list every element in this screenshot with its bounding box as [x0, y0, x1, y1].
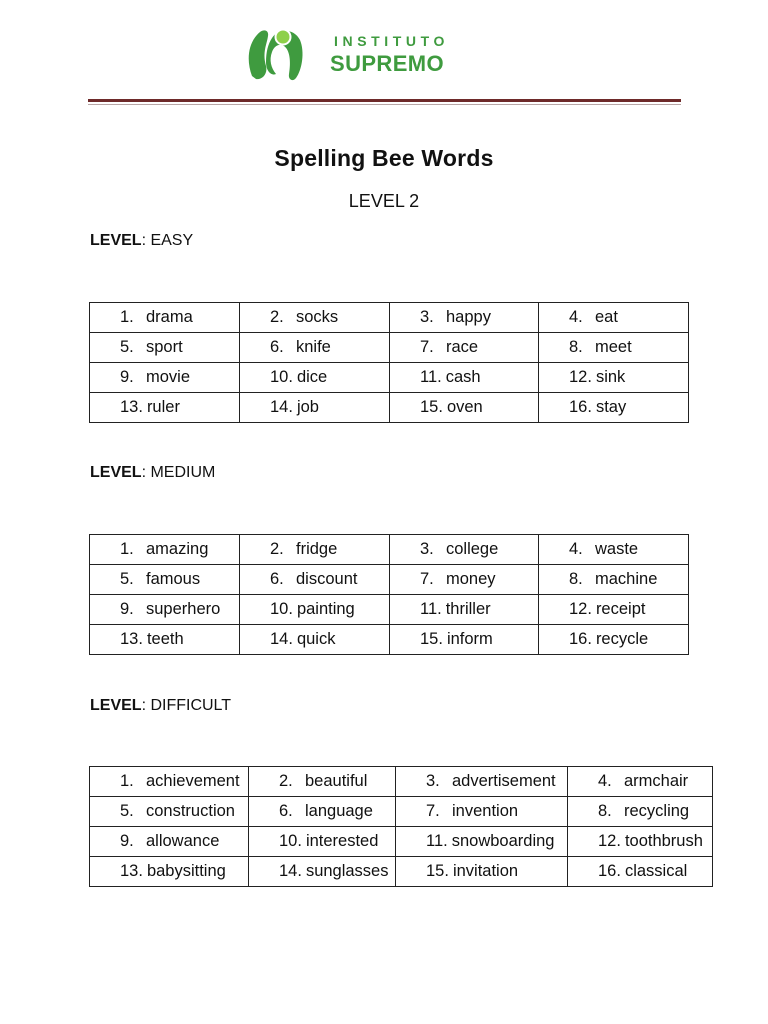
word-text: discount: [296, 570, 358, 588]
word-cell: [568, 797, 713, 827]
word-text: movie: [146, 368, 191, 386]
header: [0, 0, 768, 100]
word-text: oven: [446, 398, 483, 416]
word-number: 8.: [569, 338, 583, 356]
word-cell: [539, 625, 689, 655]
word-number: 7.: [420, 570, 434, 588]
word-number: 13.: [120, 862, 143, 880]
word-text: money: [446, 570, 496, 588]
word-number: 1.: [120, 540, 134, 558]
word-cell: [539, 393, 689, 423]
word-table-easy: [89, 302, 689, 423]
word-number: 11.: [420, 368, 442, 386]
word-text: invitation: [452, 862, 519, 880]
word-number: 15.: [426, 862, 449, 880]
word-table-difficult: [89, 766, 713, 887]
word-cell: [249, 797, 396, 827]
word-cell: [390, 565, 539, 595]
word-text: college: [446, 540, 499, 558]
word-number: 14.: [270, 630, 293, 648]
word-text: superhero: [146, 600, 221, 618]
word-cell: [90, 857, 249, 887]
word-number: 16.: [598, 862, 621, 880]
word-text: receipt: [595, 600, 646, 618]
word-number: 3.: [420, 540, 434, 558]
word-number: 4.: [598, 772, 612, 790]
header-divider: [88, 99, 681, 102]
word-number: 10.: [279, 832, 302, 850]
word-text: achievement: [146, 772, 240, 790]
table-row: [90, 393, 689, 423]
word-cell: [249, 857, 396, 887]
word-text: recycling: [624, 802, 690, 820]
word-cell: [240, 535, 390, 565]
word-text: construction: [146, 802, 235, 820]
word-cell: [90, 827, 249, 857]
word-text: toothbrush: [624, 832, 703, 850]
word-text: language: [305, 802, 373, 820]
word-table-medium: [89, 534, 689, 655]
level-heading-value: : MEDIUM: [141, 464, 216, 481]
word-number: 16.: [569, 398, 592, 416]
word-text: sink: [595, 368, 626, 386]
word-cell: [390, 333, 539, 363]
word-number: 14.: [270, 398, 293, 416]
word-number: 14.: [279, 862, 302, 880]
level-heading-difficult: [90, 697, 231, 715]
word-number: 11.: [420, 600, 442, 618]
level-heading-label: LEVEL: [90, 697, 142, 714]
word-text: beautiful: [305, 772, 368, 790]
logo-text-supremo: SUPREMO: [330, 51, 445, 76]
word-cell: [90, 303, 240, 333]
table-row: [90, 797, 713, 827]
word-text: happy: [446, 308, 491, 326]
page-subtitle: LEVEL 2: [348, 191, 420, 211]
word-text: painting: [296, 600, 355, 618]
word-text: sport: [146, 338, 183, 356]
word-text: job: [296, 398, 319, 416]
word-number: 11.: [426, 832, 448, 850]
word-number: 7.: [426, 802, 440, 820]
word-text: cash: [445, 368, 481, 386]
word-cell: [240, 625, 390, 655]
word-number: 2.: [270, 540, 284, 558]
word-text: recycle: [595, 630, 649, 648]
word-number: 12.: [598, 832, 621, 850]
level-heading-medium: [90, 464, 215, 482]
word-number: 12.: [569, 600, 592, 618]
table-row: [90, 565, 689, 595]
word-text: snowboarding: [451, 832, 555, 850]
word-number: 9.: [120, 600, 134, 618]
word-text: waste: [595, 540, 639, 558]
word-text: teeth: [146, 630, 184, 648]
word-cell: [240, 595, 390, 625]
word-number: 13.: [120, 398, 143, 416]
word-cell: [390, 595, 539, 625]
word-number: 4.: [569, 308, 583, 326]
word-number: 15.: [420, 398, 443, 416]
word-number: 16.: [569, 630, 592, 648]
word-number: 3.: [420, 308, 434, 326]
table-row: [90, 333, 689, 363]
word-cell: [90, 565, 240, 595]
word-number: 9.: [120, 832, 134, 850]
table-row: [90, 827, 713, 857]
word-number: 1.: [120, 308, 134, 326]
word-text: interested: [305, 832, 379, 850]
word-text: armchair: [624, 772, 689, 790]
word-number: 2.: [270, 308, 284, 326]
word-text: advertisement: [452, 772, 556, 790]
level-heading-label: LEVEL: [90, 232, 142, 249]
word-cell: [396, 827, 568, 857]
word-cell: [390, 393, 539, 423]
word-cell: [396, 767, 568, 797]
table-row: [90, 767, 713, 797]
word-text: classical: [624, 862, 688, 880]
instituto-supremo-logo-icon: [238, 16, 310, 88]
word-cell: [249, 827, 396, 857]
word-number: 15.: [420, 630, 443, 648]
word-number: 12.: [569, 368, 592, 386]
word-cell: [90, 625, 240, 655]
word-text: fridge: [296, 540, 338, 558]
word-cell: [90, 393, 240, 423]
word-cell: [240, 363, 390, 393]
word-text: invention: [452, 802, 519, 820]
word-cell: [568, 767, 713, 797]
page-title: Spelling Bee Words: [274, 145, 494, 171]
word-cell: [240, 333, 390, 363]
word-cell: [390, 535, 539, 565]
word-text: stay: [595, 398, 627, 416]
word-text: drama: [146, 308, 193, 326]
word-text: eat: [595, 308, 618, 326]
word-cell: [568, 857, 713, 887]
word-number: 6.: [279, 802, 293, 820]
word-cell: [249, 767, 396, 797]
word-text: quick: [296, 630, 336, 648]
word-cell: [240, 393, 390, 423]
word-cell: [240, 303, 390, 333]
word-cell: [390, 363, 539, 393]
logo-text-instituto: INSTITUTO: [334, 33, 450, 49]
word-cell: [390, 625, 539, 655]
word-number: 5.: [120, 338, 134, 356]
word-text: famous: [146, 570, 201, 588]
word-text: babysitting: [146, 862, 226, 880]
word-number: 10.: [270, 600, 293, 618]
word-number: 1.: [120, 772, 134, 790]
word-cell: [240, 565, 390, 595]
word-number: 8.: [598, 802, 612, 820]
level-heading-value: : EASY: [141, 232, 194, 249]
word-number: 2.: [279, 772, 293, 790]
word-number: 4.: [569, 540, 583, 558]
word-cell: [90, 797, 249, 827]
header-divider-thin: [88, 104, 681, 105]
word-text: race: [446, 338, 479, 356]
table-row: [90, 535, 689, 565]
word-cell: [568, 827, 713, 857]
word-cell: [90, 595, 240, 625]
level-heading-value: : DIFFICULT: [141, 697, 232, 714]
table-row: [90, 625, 689, 655]
word-number: 6.: [270, 570, 284, 588]
word-cell: [539, 303, 689, 333]
table-row: [90, 857, 713, 887]
level-heading-label: LEVEL: [90, 464, 142, 481]
word-number: 5.: [120, 570, 134, 588]
table-row: [90, 303, 689, 333]
word-number: 9.: [120, 368, 134, 386]
word-number: 6.: [270, 338, 284, 356]
word-cell: [90, 535, 240, 565]
word-text: socks: [296, 308, 339, 326]
word-cell: [539, 333, 689, 363]
word-cell: [539, 535, 689, 565]
word-text: meet: [595, 338, 632, 356]
word-number: 8.: [569, 570, 583, 588]
word-text: thriller: [445, 600, 491, 618]
word-number: 7.: [420, 338, 434, 356]
word-cell: [90, 333, 240, 363]
word-number: 5.: [120, 802, 134, 820]
word-text: ruler: [146, 398, 180, 416]
word-cell: [539, 565, 689, 595]
word-text: allowance: [146, 832, 220, 850]
word-cell: [90, 363, 240, 393]
word-number: 3.: [426, 772, 440, 790]
word-text: sunglasses: [305, 862, 389, 880]
word-cell: [390, 303, 539, 333]
word-text: amazing: [146, 540, 209, 558]
word-text: knife: [296, 338, 331, 356]
word-number: 13.: [120, 630, 143, 648]
table-row: [90, 363, 689, 393]
word-text: dice: [296, 368, 328, 386]
table-row: [90, 595, 689, 625]
word-number: 10.: [270, 368, 293, 386]
level-heading-easy: [90, 232, 193, 250]
word-text: machine: [595, 570, 658, 588]
word-cell: [539, 595, 689, 625]
word-cell: [396, 857, 568, 887]
word-text: inform: [446, 630, 493, 648]
word-cell: [539, 363, 689, 393]
word-cell: [90, 767, 249, 797]
word-cell: [396, 797, 568, 827]
